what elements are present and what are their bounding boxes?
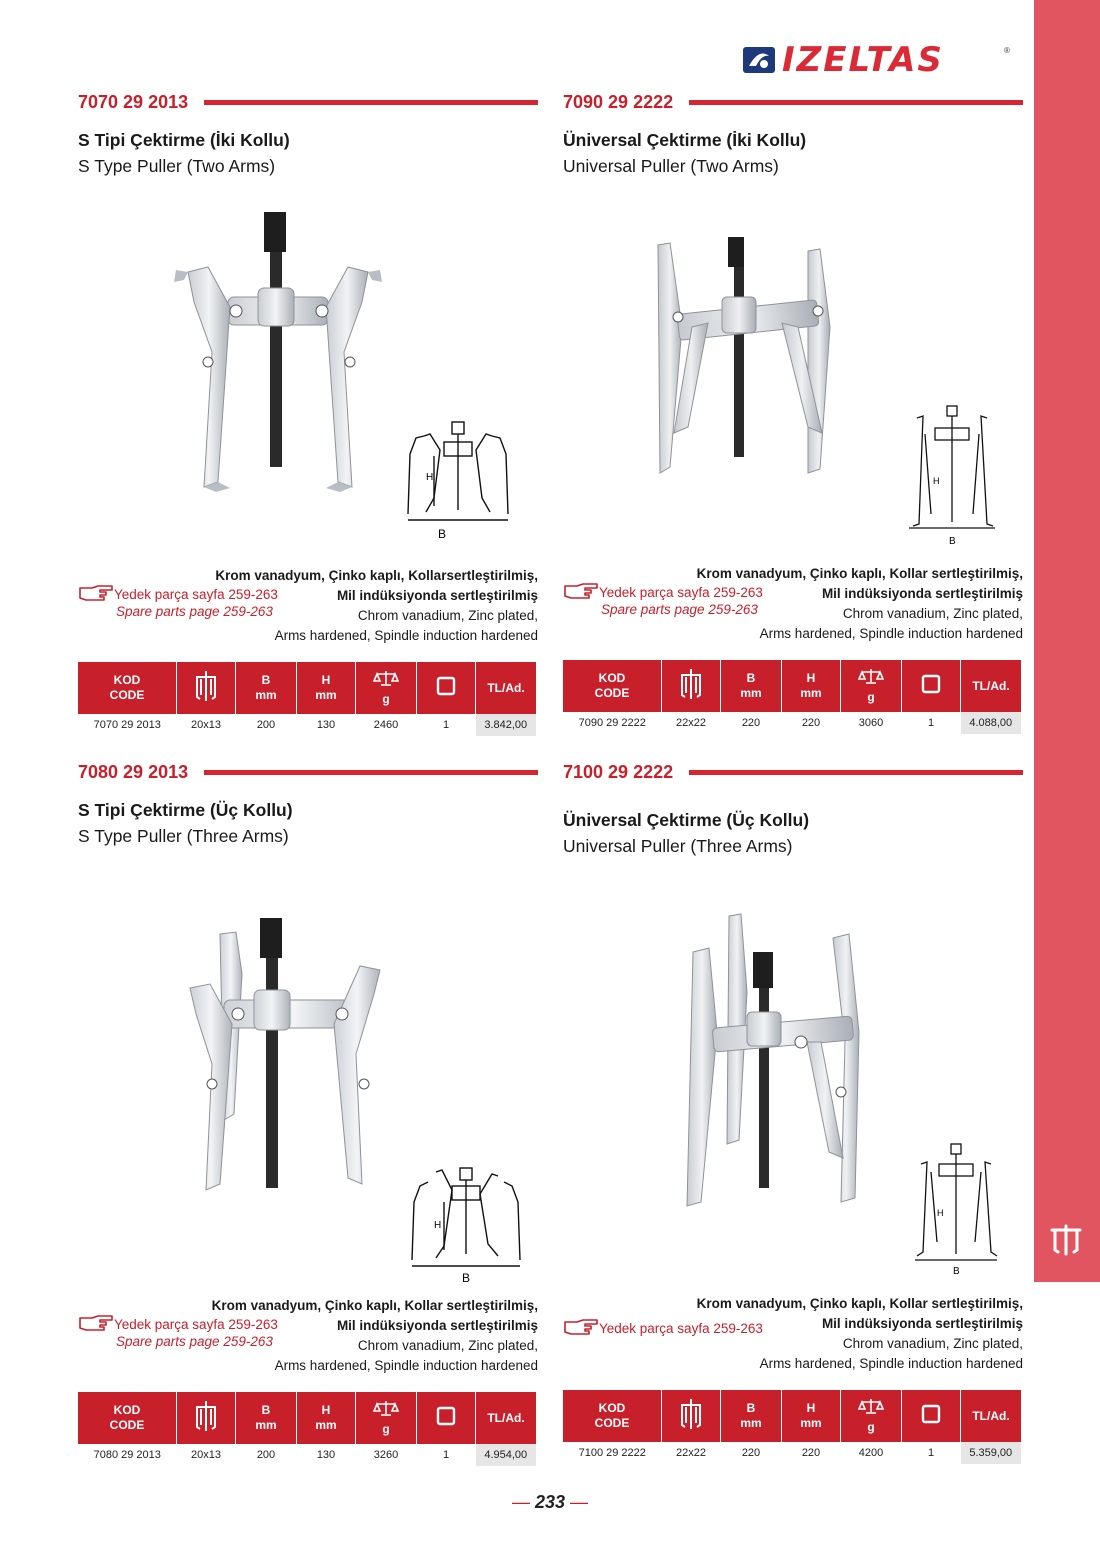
col-price: TL/Ad.: [961, 660, 1022, 712]
cell-h: 130: [316, 719, 336, 731]
product-photo: [168, 212, 398, 497]
col-weight: g: [356, 1392, 417, 1444]
desc-en-2: Arms hardened, Spindle induction hardened: [759, 1356, 1023, 1371]
box-icon: [435, 1405, 457, 1427]
cell-price: 4.088,00: [961, 712, 1022, 734]
desc-tr-2: Mil indüksiyonda sertleştirilmiş: [336, 588, 538, 603]
col-code: KOD CODE: [78, 662, 177, 714]
cell-qty: 1: [927, 717, 935, 729]
product-code: 7080 29 2013: [78, 762, 189, 782]
cell-h: 130: [316, 1449, 336, 1461]
diagram-label-h: H: [933, 476, 940, 486]
spare-parts-en: Spare parts page 259-263: [601, 602, 758, 617]
col-weight: g: [841, 660, 902, 712]
col-qty: [902, 1390, 961, 1442]
table-row: [563, 1442, 1021, 1464]
scale-icon: [373, 670, 399, 688]
cell-weight: 4200: [858, 1447, 884, 1459]
desc-tr-1: Krom vanadyum, Çinko kaplı, Kollar sertleştirilmiş,: [696, 1296, 1023, 1311]
spare-parts-tr: Yedek parça sayfa 259-263: [599, 1321, 763, 1336]
spec-table: [563, 660, 1021, 734]
spare-parts-en: Spare parts page 259-263: [116, 604, 273, 619]
col-weight: g: [841, 1390, 902, 1442]
desc-en-1: Chrom vanadium, Zinc plated,: [357, 608, 538, 623]
spec-table: [78, 662, 536, 736]
diagram-label-b: B: [462, 1271, 471, 1284]
diagram-label-h: H: [434, 1220, 442, 1231]
cell-qty: 1: [927, 1447, 935, 1459]
desc-tr-2: Mil indüksiyonda sertleştirilmiş: [821, 586, 1023, 601]
col-code: KOD CODE: [78, 1392, 177, 1444]
product-photo: [648, 237, 848, 487]
col-price: TL/Ad.: [476, 662, 537, 714]
scale-icon: [858, 1398, 884, 1416]
puller-icon: [676, 667, 706, 701]
col-b: B mm: [721, 1390, 782, 1442]
col-h: H mm: [297, 1392, 356, 1444]
product-title-en: S Type Puller (Two Arms): [78, 156, 276, 176]
desc-tr-1: Krom vanadyum, Çinko kaplı, Kollarsertleştirilmiş,: [215, 568, 538, 583]
product-code: 7100 29 2222: [563, 762, 674, 782]
product-code-header: [78, 92, 538, 116]
desc-tr-1: Krom vanadyum, Çinko kaplı, Kollar sertleştirilmiş,: [696, 566, 1023, 581]
product-description: [697, 1294, 1023, 1374]
pointing-hand-icon: [78, 584, 114, 602]
desc-tr-1: Krom vanadyum, Çinko kaplı, Kollar sertleştirilmiş,: [211, 1298, 538, 1313]
spec-table: [563, 1390, 1021, 1464]
desc-en-1: Chrom vanadium, Zinc plated,: [842, 1336, 1023, 1351]
desc-tr-2: Mil indüksiyonda sertleştirilmiş: [336, 1318, 538, 1333]
pointing-hand-icon: [563, 1318, 599, 1336]
product-description: [212, 1296, 538, 1376]
product-description: [697, 564, 1023, 644]
desc-en-1: Chrom vanadium, Zinc plated,: [357, 1338, 538, 1353]
cell-code: 7080 29 2013: [93, 1449, 161, 1461]
cell-h: 220: [801, 1447, 821, 1459]
col-price: TL/Ad.: [476, 1392, 537, 1444]
col-b: B mm: [236, 1392, 297, 1444]
cell-weight: 3060: [858, 717, 884, 729]
cell-qty: 1: [442, 719, 450, 731]
diagram-label-h: H: [426, 472, 434, 483]
pointing-hand-icon: [563, 582, 599, 600]
spare-parts-tr: Yedek parça sayfa 259-263: [114, 587, 278, 602]
cell-size: 22x22: [676, 1447, 706, 1459]
divider-line: [689, 770, 1023, 775]
col-qty: [902, 660, 961, 712]
cell-h: 220: [801, 717, 821, 729]
cell-b: 200: [256, 719, 276, 731]
product-code: 7090 29 2222: [563, 92, 674, 112]
diagram-label-h: H: [937, 1208, 944, 1218]
product-block: [78, 762, 538, 1472]
cell-price: 5.359,00: [961, 1442, 1022, 1464]
puller-icon: [191, 669, 221, 703]
pointing-hand-icon: [78, 1314, 114, 1332]
diagram-label-b: B: [949, 536, 956, 547]
product-block: [78, 92, 538, 742]
product-title-tr: S Tipi Çektirme (Üç Kollu): [78, 800, 293, 820]
desc-en-2: Arms hardened, Spindle induction hardened: [759, 626, 1023, 641]
dimension-diagram: [911, 1142, 1001, 1274]
box-icon: [435, 675, 457, 697]
cell-size: 20x13: [191, 1449, 221, 1461]
page-number: — 233 —: [511, 1492, 589, 1512]
product-photo: [184, 914, 404, 1204]
puller-icon: [191, 1399, 221, 1433]
col-h: H mm: [782, 1390, 841, 1442]
diagram-label-b: B: [953, 1266, 960, 1274]
cell-qty: 1: [442, 1449, 450, 1461]
divider-line: [204, 100, 538, 105]
dimension-diagram: [905, 404, 1001, 548]
spare-parts-tr: Yedek parça sayfa 259-263: [599, 585, 763, 600]
cell-code: 7070 29 2013: [93, 719, 161, 731]
spare-parts-en: Spare parts page 259-263: [116, 1334, 273, 1349]
cell-weight: 3260: [373, 1449, 399, 1461]
box-icon: [920, 1403, 942, 1425]
col-size: [662, 660, 721, 712]
cell-size: 20x13: [191, 719, 221, 731]
scale-icon: [858, 668, 884, 686]
cell-weight: 2460: [373, 719, 399, 731]
cell-code: 7100 29 2222: [578, 1447, 646, 1459]
col-h: H mm: [782, 660, 841, 712]
desc-tr-2: Mil indüksiyonda sertleştirilmiş: [821, 1316, 1023, 1331]
puller-category-icon: [1046, 1220, 1086, 1260]
col-b: B mm: [721, 660, 782, 712]
product-title-tr: Üniversal Çektirme (İki Kollu): [563, 130, 807, 150]
product-title-en: S Type Puller (Three Arms): [78, 826, 289, 846]
brand-logo: [742, 40, 1012, 80]
brand-logo-icon: [742, 46, 776, 74]
col-code: KOD CODE: [563, 660, 662, 712]
brand-name: IZELTAS: [782, 40, 944, 80]
cell-b: 220: [741, 717, 761, 729]
table-row: [78, 714, 536, 736]
col-size: [177, 662, 236, 714]
product-code-header: [563, 762, 1023, 786]
product-block: [563, 92, 1023, 742]
product-code: 7070 29 2013: [78, 92, 189, 112]
desc-en-1: Chrom vanadium, Zinc plated,: [842, 606, 1023, 621]
desc-en-2: Arms hardened, Spindle induction hardened: [274, 1358, 538, 1373]
dimension-diagram: [400, 420, 518, 542]
product-block: [563, 762, 1023, 1472]
col-size: [177, 1392, 236, 1444]
cell-price: 3.842,00: [476, 714, 537, 736]
col-size: [662, 1390, 721, 1442]
col-qty: [417, 1392, 476, 1444]
col-price: TL/Ad.: [961, 1390, 1022, 1442]
cell-size: 22x22: [676, 717, 706, 729]
divider-line: [689, 100, 1023, 105]
table-row: [563, 712, 1021, 734]
col-h: H mm: [297, 662, 356, 714]
col-weight: g: [356, 662, 417, 714]
spare-parts-tr: Yedek parça sayfa 259-263: [114, 1317, 278, 1332]
product-title-en: Universal Puller (Three Arms): [563, 836, 793, 856]
diagram-label-b: B: [438, 527, 447, 541]
product-photo: [673, 912, 873, 1212]
puller-icon: [676, 1397, 706, 1431]
table-row: [78, 1444, 536, 1466]
product-title-tr: S Tipi Çektirme (İki Kollu): [78, 130, 290, 150]
spec-table: [78, 1392, 536, 1466]
scale-icon: [373, 1400, 399, 1418]
dimension-diagram: [406, 1166, 526, 1284]
product-description: [215, 566, 538, 646]
product-title-tr: Üniversal Çektirme (Üç Kollu): [563, 810, 810, 830]
divider-line: [204, 770, 538, 775]
desc-en-2: Arms hardened, Spindle induction hardened: [274, 628, 538, 643]
cell-b: 220: [741, 1447, 761, 1459]
product-code-header: [78, 762, 538, 786]
product-code-header: [563, 92, 1023, 116]
page-number-value: 233: [534, 1492, 566, 1512]
side-tab-bar: [1034, 0, 1100, 1282]
brand-registered: ®: [1004, 46, 1010, 55]
cell-price: 4.954,00: [476, 1444, 537, 1466]
product-title-en: Universal Puller (Two Arms): [563, 156, 779, 176]
col-code: KOD CODE: [563, 1390, 662, 1442]
box-icon: [920, 673, 942, 695]
cell-b: 200: [256, 1449, 276, 1461]
col-qty: [417, 662, 476, 714]
col-b: B mm: [236, 662, 297, 714]
cell-code: 7090 29 2222: [578, 717, 646, 729]
